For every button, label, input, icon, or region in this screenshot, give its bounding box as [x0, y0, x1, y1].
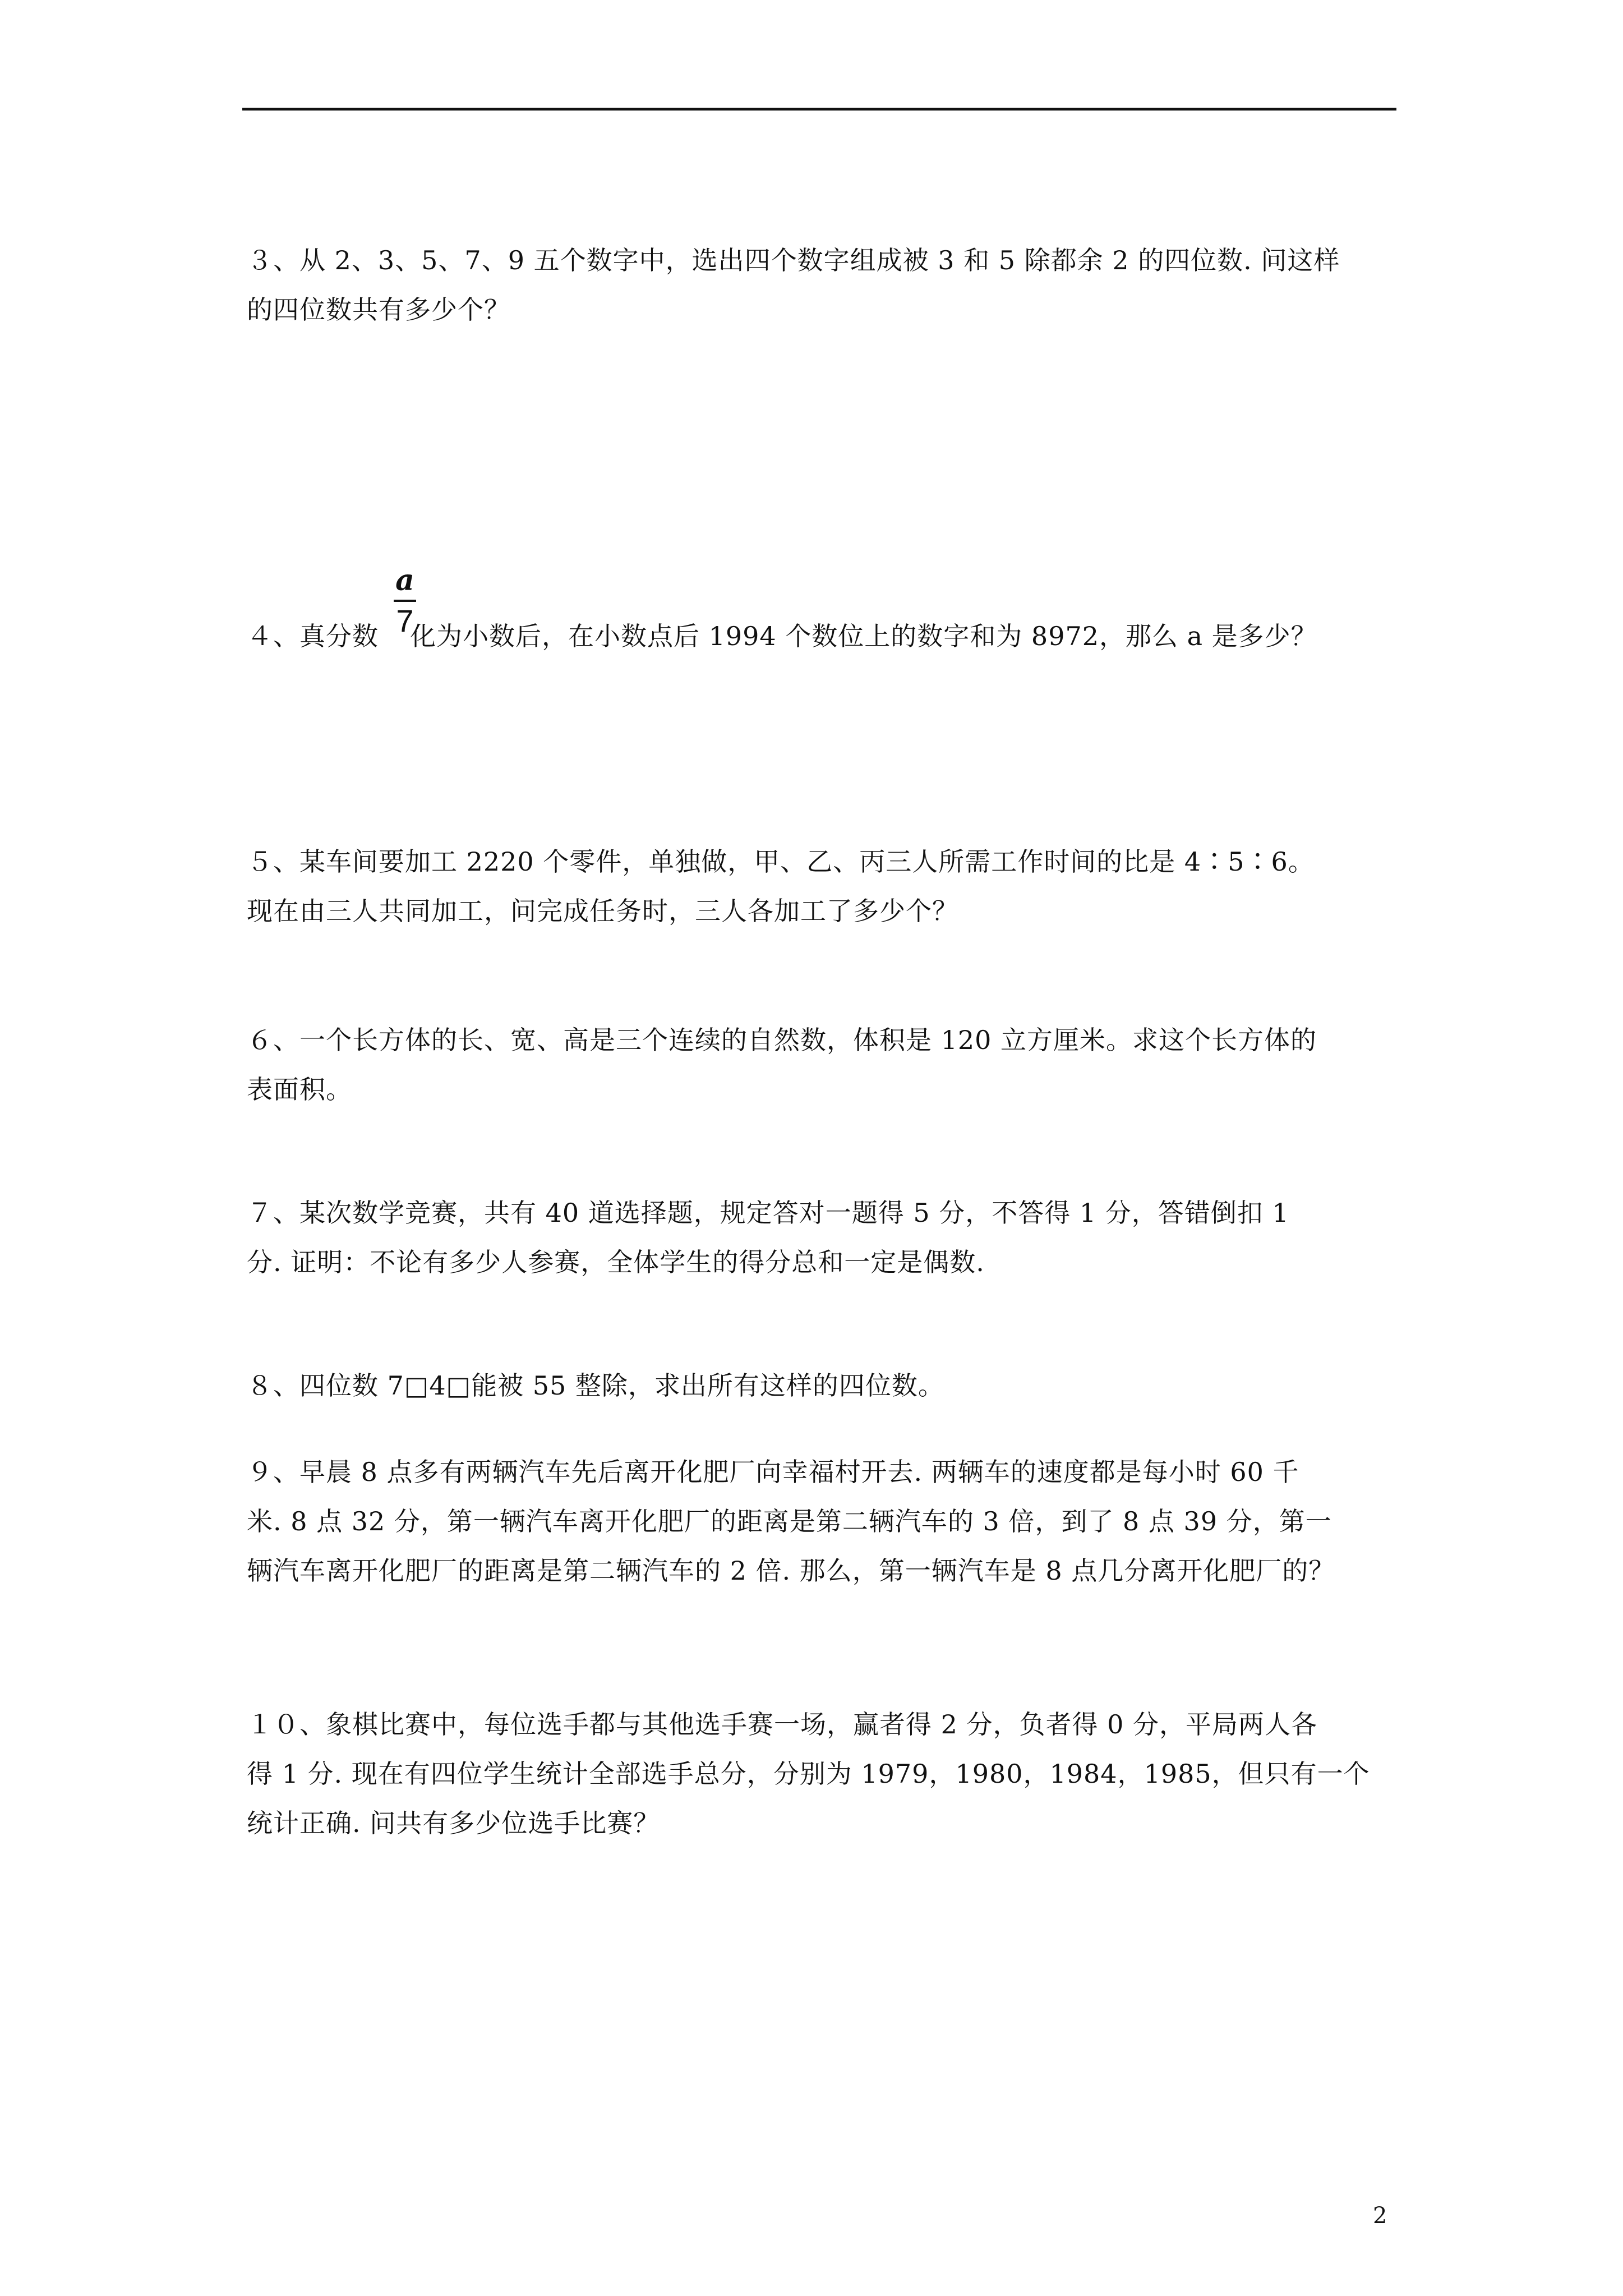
header-rule: [242, 108, 1396, 111]
problem-3-line-1: ３、从 2、3、5、7、9 五个数字中，选出四个数字组成被 3 和 5 除都余 2 的四位数. 问这样: [247, 245, 1340, 275]
fraction-denominator: 7: [396, 603, 414, 638]
fraction-a-over-7: [393, 564, 417, 638]
problem-10: [247, 1700, 1396, 1848]
problem-9-line-2: 米. 8 点 32 分，第一辆汽车离开化肥厂的距离是第二辆汽车的 3 倍，到了 8 点 39 分，第一: [247, 1506, 1332, 1536]
problem-8-line-1: ８、四位数 7□4□能被 55 整除，求出所有这样的四位数。: [247, 1370, 944, 1401]
page-number: 2: [1373, 2203, 1387, 2229]
problem-10-line-2: 得 1 分. 现在有四位学生统计全部选手总分，分别为 1979，1980，1984，1985，但只有一个: [247, 1759, 1370, 1789]
fraction-bar: [394, 600, 416, 602]
problem-4-after-fraction: 化为小数后，在小数点后 1994 个数位上的数字和为 8972，那么 a 是多少？: [410, 621, 1317, 651]
problem-5-line-1: ５、某车间要加工 2220 个零件，单独做，甲、乙、丙三人所需工作时间的比是 4∶5∶6。: [247, 846, 1315, 877]
problem-7: [247, 1188, 1396, 1287]
problem-4-line-1: [247, 611, 1396, 661]
problem-3: [247, 236, 1396, 334]
problem-4-before-fraction: ４、真分数: [247, 621, 379, 651]
fraction-numerator: a: [395, 563, 414, 597]
problem-9: [247, 1447, 1396, 1595]
problem-6: [247, 1015, 1396, 1114]
problem-5-line-2: 现在由三人共同加工，问完成任务时，三人各加工了多少个？: [247, 896, 958, 926]
problem-10-line-1: １０、象棋比赛中，每位选手都与其他选手赛一场，赢者得 2 分，负者得 0 分，平局两人各: [247, 1709, 1318, 1740]
problem-8: [247, 1361, 1396, 1410]
problem-6-line-1: ６、一个长方体的长、宽、高是三个连续的自然数，体积是 120 立方厘米。求这个长方体的: [247, 1025, 1317, 1055]
problem-7-line-1: ７、某次数学竞赛，共有 40 道选择题，规定答对一题得 5 分，不答得 1 分，答错倒扣 1: [247, 1198, 1289, 1228]
problem-6-line-2: 表面积。: [247, 1074, 352, 1105]
problem-3-line-2: 的四位数共有多少个？: [247, 295, 510, 325]
problem-9-line-1: ９、早晨 8 点多有两辆汽车先后离开化肥厂向幸福村开去. 两辆车的速度都是每小时 60 千: [247, 1457, 1299, 1487]
problem-9-line-3: 辆汽车离开化肥厂的距离是第二辆汽车的 2 倍. 那么，第一辆汽车是 8 点几分离开化肥厂的？: [247, 1556, 1335, 1586]
problem-7-line-2: 分. 证明：不论有多少人参赛，全体学生的得分总和一定是偶数.: [247, 1247, 985, 1277]
problem-5: [247, 837, 1396, 936]
problem-4: [247, 611, 1396, 661]
problem-10-line-3: 统计正确. 问共有多少位选手比赛？: [247, 1808, 660, 1838]
